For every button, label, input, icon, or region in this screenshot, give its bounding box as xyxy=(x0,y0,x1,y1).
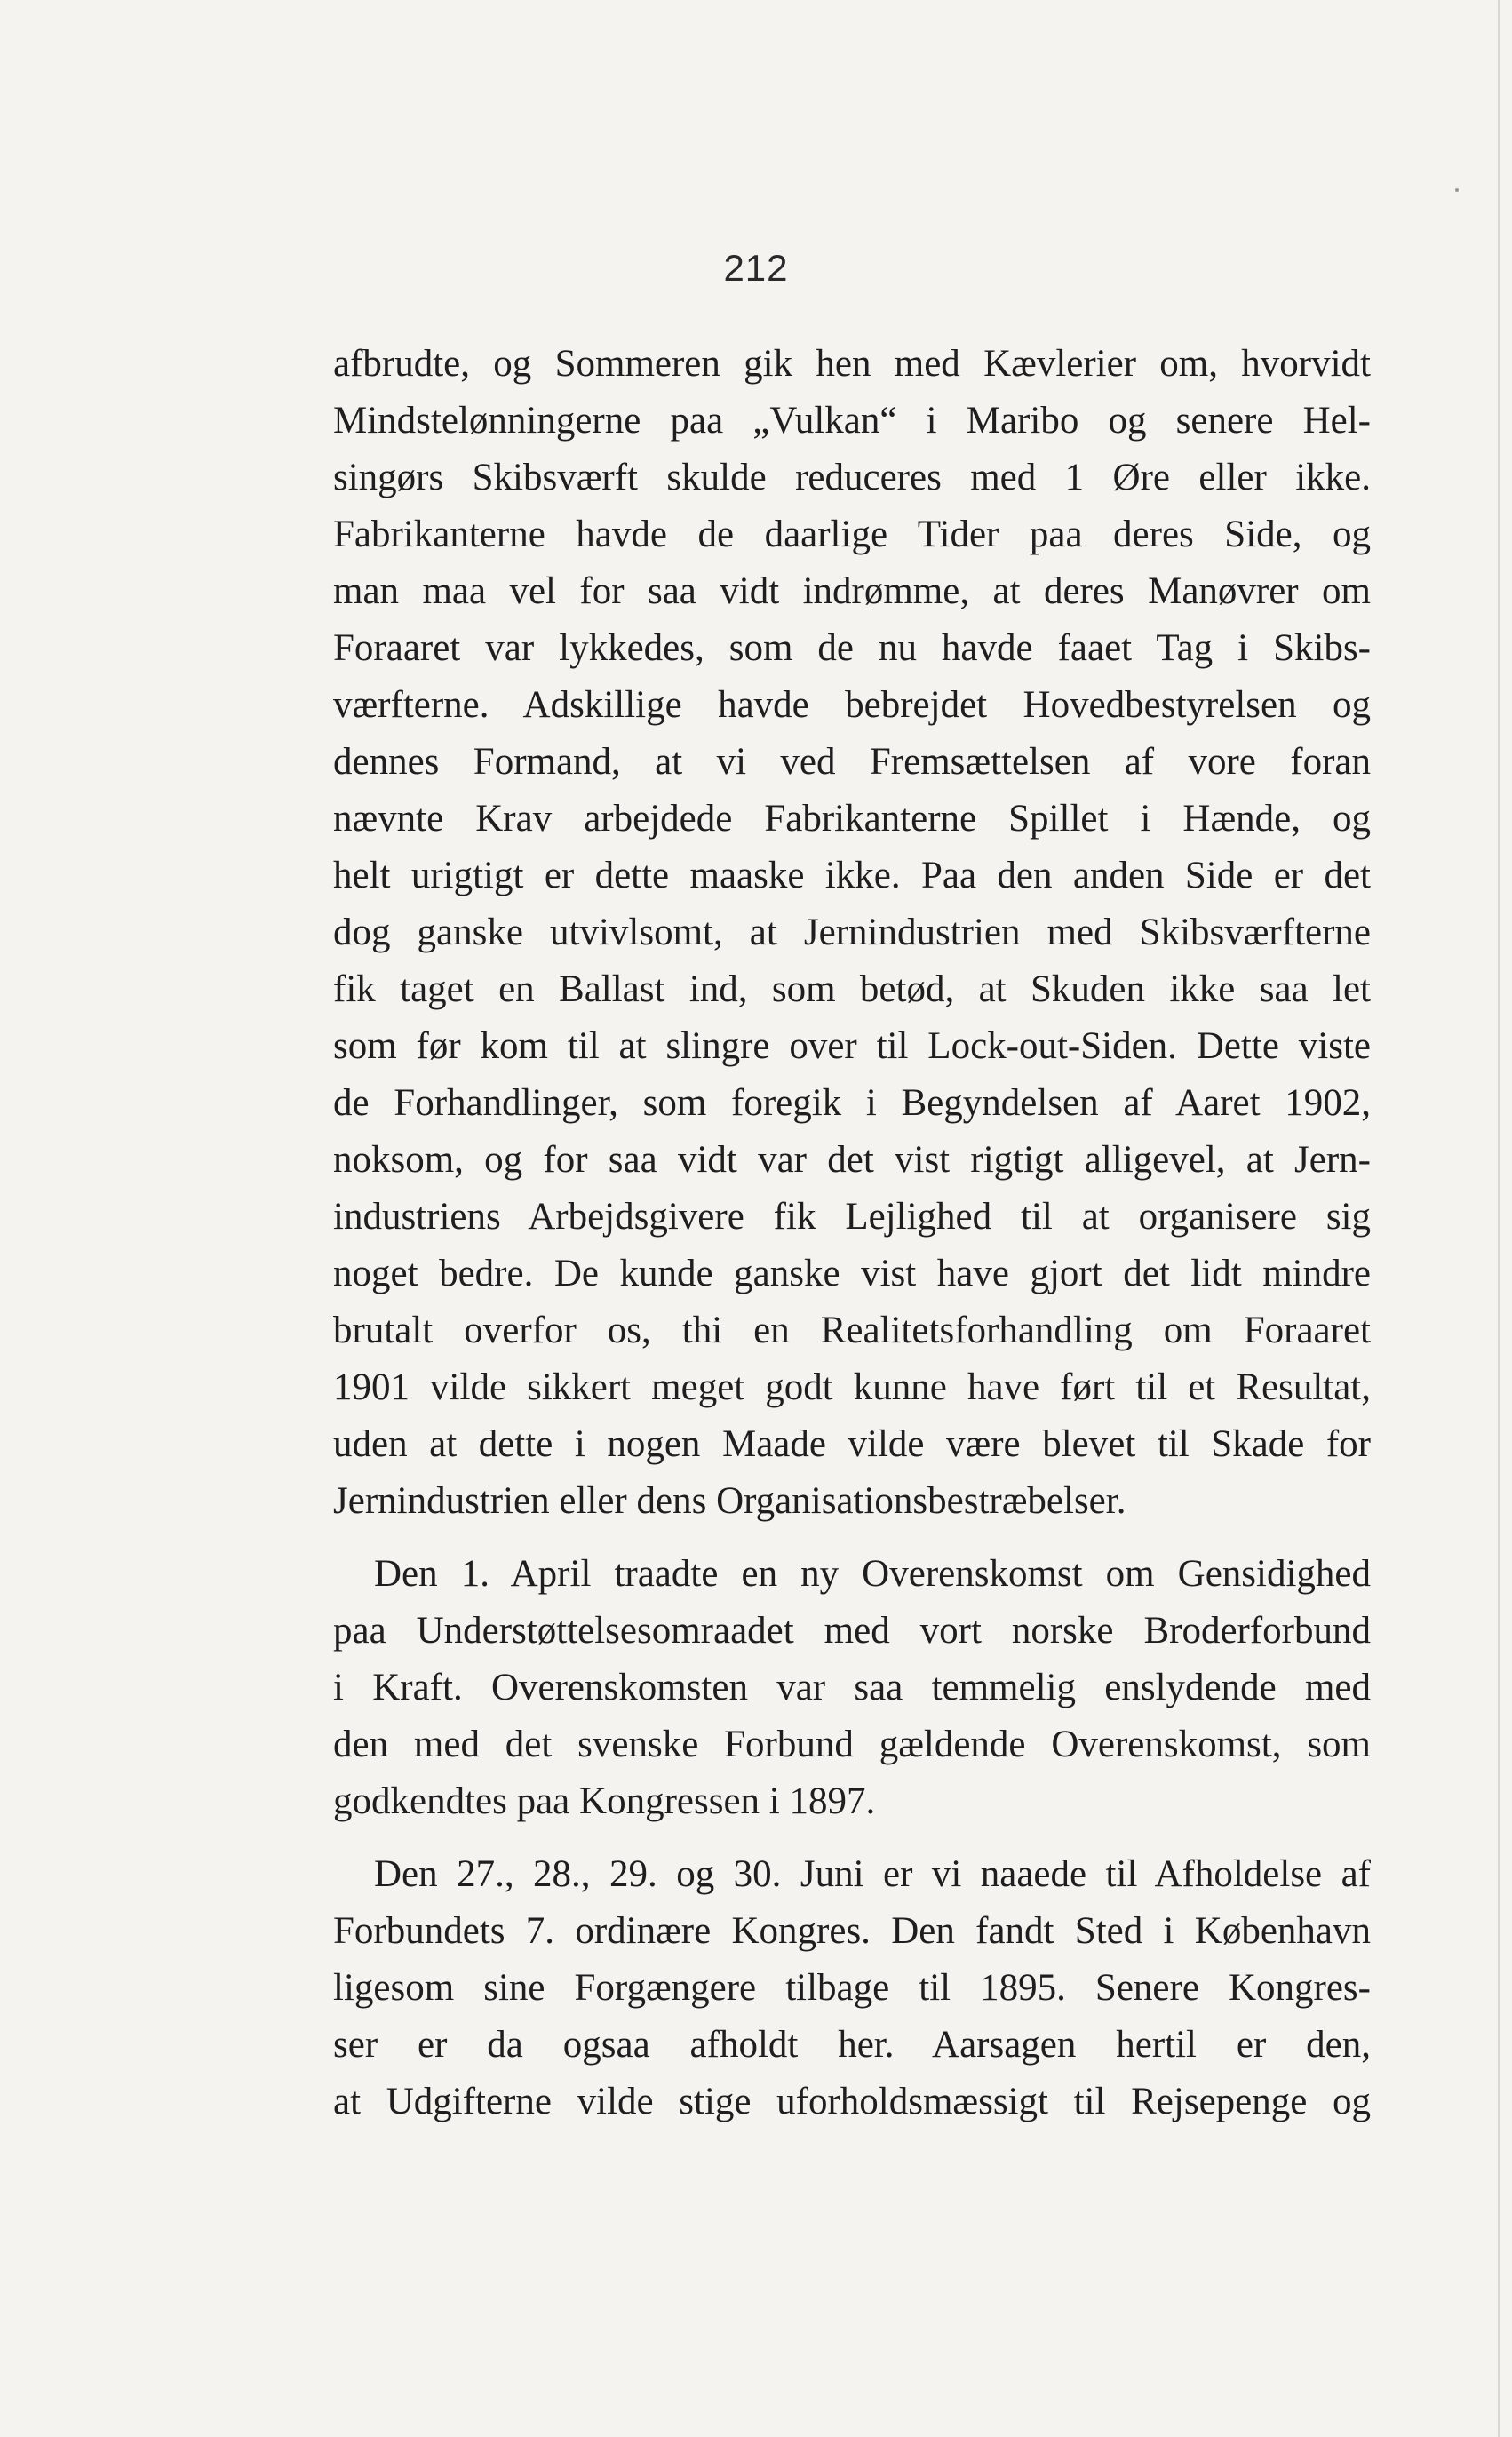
text-line: dennes Formand, at vi ved Fremsættelsen af vore foran xyxy=(333,741,1371,783)
text-line: Den 1. April traadte en ny Overenskomst om Gensidighed xyxy=(374,1553,1371,1595)
text-line: brutalt overfor os, thi en Realitetsforhandling om Foraaret xyxy=(333,1310,1371,1351)
text-line: industriens Arbejdsgivere fik Lejlighed til at organisere sig xyxy=(333,1196,1371,1238)
text-line: Forbundets 7. ordinære Kongres. Den fandt Sted i København xyxy=(333,1910,1371,1952)
text-line: singørs Skibsværft skulde reduceres med 1 Øre eller ikke. xyxy=(333,457,1371,498)
text-line: Fabrikanterne havde de daarlige Tider paa deres Side, og xyxy=(333,514,1371,555)
text-line: i Kraft. Overenskomsten var saa temmelig enslydende med xyxy=(333,1667,1371,1708)
paragraph-gap xyxy=(333,1830,1371,1846)
text-line: Jernindustrien eller dens Organisationsbestræbelser. xyxy=(333,1480,1126,1522)
text-line: 1901 vilde sikkert meget godt kunne have ført til et Resultat, xyxy=(333,1366,1371,1408)
text-line: Foraaret var lykkedes, som de nu havde faaet Tag i Skibs- xyxy=(333,627,1371,669)
page-number: 212 xyxy=(723,247,789,289)
text-line: som før kom til at slingre over til Lock-out-Siden. Dette viste xyxy=(333,1025,1371,1067)
paragraph-2 xyxy=(333,1546,1371,1830)
text-line: man maa vel for saa vidt indrømme, at deres Manøvrer om xyxy=(333,570,1371,612)
text-line: uden at dette i nogen Maade vilde være blevet til Skade for xyxy=(333,1423,1371,1465)
page-edge xyxy=(1498,0,1500,2437)
text-line: nævnte Krav arbejdede Fabrikanterne Spillet i Hænde, og xyxy=(333,798,1371,840)
text-line: ser er da ogsaa afholdt her. Aarsagen hertil er den, xyxy=(333,2024,1371,2066)
text-line: at Udgifterne vilde stige uforholdsmæssigt til Rejsepenge og xyxy=(333,2081,1371,2122)
paper-speck xyxy=(1455,188,1459,192)
text-line: Den 27., 28., 29. og 30. Juni er vi naaede til Afholdelse af xyxy=(374,1853,1371,1895)
text-line: noget bedre. De kunde ganske vist have gjort det lidt mindre xyxy=(333,1253,1371,1294)
paragraph-3 xyxy=(333,1846,1371,2130)
paragraph-gap xyxy=(333,1530,1371,1546)
text-line: værfterne. Adskillige havde bebrejdet Hovedbestyrelsen og xyxy=(333,684,1371,726)
text-line: dog ganske utvivlsomt, at Jernindustrien med Skibsværfterne xyxy=(333,912,1371,953)
text-line: godkendtes paa Kongressen i 1897. xyxy=(333,1780,876,1822)
text-line: afbrudte, og Sommeren gik hen med Kævlerier om, hvorvidt xyxy=(333,343,1371,385)
text-line: ligesom sine Forgængere tilbage til 1895. Senere Kongres- xyxy=(333,1967,1371,2009)
paragraph-1 xyxy=(333,336,1371,1530)
text-line: helt urigtigt er dette maaske ikke. Paa den anden Side er det xyxy=(333,855,1371,896)
text-line: Mindstelønningerne paa „Vulkan“ i Maribo og senere Hel- xyxy=(333,400,1371,442)
text-line: noksom, og for saa vidt var det vist rigtigt alligevel, at Jern- xyxy=(333,1139,1371,1181)
text-line: paa Understøttelsesomraadet med vort norske Broderforbund xyxy=(333,1610,1371,1652)
text-line: den med det svenske Forbund gældende Overenskomst, som xyxy=(333,1724,1371,1765)
body-text xyxy=(333,336,1371,2130)
text-line: fik taget en Ballast ind, som betød, at Skuden ikke saa let xyxy=(333,968,1371,1010)
text-line: de Forhandlinger, som foregik i Begyndelsen af Aaret 1902, xyxy=(333,1082,1371,1124)
